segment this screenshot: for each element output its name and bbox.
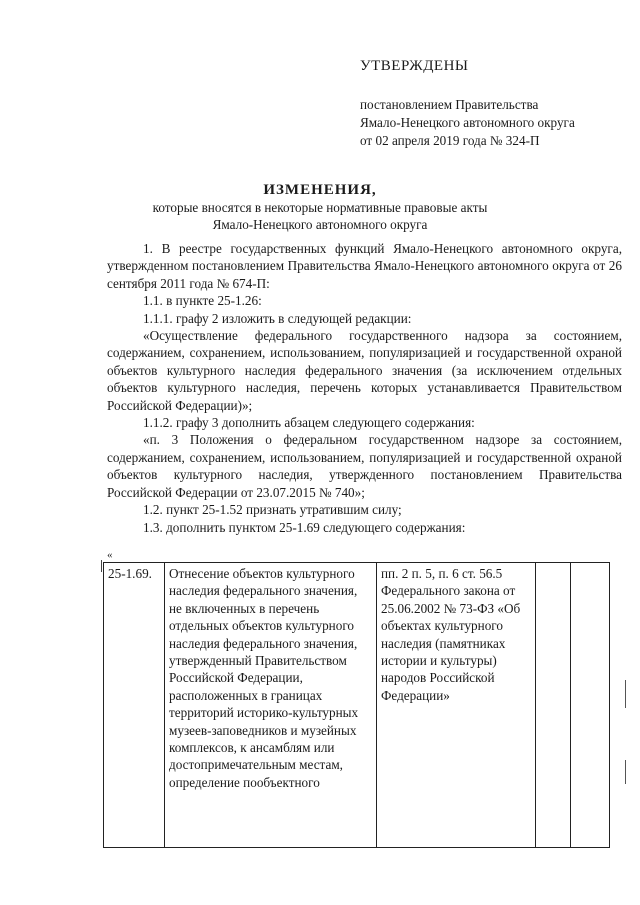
paragraph: 1.1. в пункте 25-1.26: [143, 293, 262, 309]
document-body [107, 240, 622, 536]
paragraph: 1.3. дополнить пунктом 25-1.69 следующего содержания: [143, 519, 466, 535]
document-title: ИЗМЕНЕНИЯ, [263, 182, 377, 198]
paragraph: 1.2. пункт 25-1.52 признать утратившим силу; [143, 502, 402, 518]
paragraph: 1.1.2. графу 3 дополнить абзацем следующего содержания: [143, 415, 475, 431]
legal-basis-cell: пп. 2 п. 5, п. 6 ст. 56.5 Федерального закона от 25.06.2002 № 73-ФЗ «Об объектах культурного наследия (памятниках истории и культуры) народов Российской Федерации» [377, 563, 536, 848]
approval-line: Ямало-Ненецкого автономного округа [360, 115, 575, 130]
approval-line: постановлением Правительства [360, 97, 539, 112]
scan-margin-mark [625, 760, 626, 784]
function-name-cell: Отнесение объектов культурного наследия федерального значения, не включенных в перечень отдельных объектов культурного наследия федерального значения, утвержденный Правительством Российской Федерации, расположенных в границах территорий историко-культурных музеев-заповедников и музейных комплексов, к ансамблям или достопримечательным местам, определение пообъектного [165, 563, 377, 848]
subtitle-line: Ямало-Ненецкого автономного округа [212, 217, 428, 232]
approval-line: от 02 апреля 2019 года № 324-П [360, 133, 540, 148]
empty-cell [571, 563, 610, 848]
approval-reference [360, 96, 575, 150]
empty-cell [536, 563, 571, 848]
registry-table [103, 562, 610, 848]
subtitle-line: которые вносятся в некоторые нормативные правовые акты [152, 200, 488, 215]
scan-corner-mark [101, 560, 102, 572]
document-subtitle [0, 199, 640, 233]
opening-quote-mark: « [107, 549, 113, 561]
paragraph: 1. В реестре государственных функций Ямало-Ненецкого автономного округа, утвержденном постановлением Правительства Ямало-Ненецкого автономного округа от 26 сентября 2011 года № 674-П: [107, 241, 622, 291]
table-row [104, 563, 610, 848]
paragraph: «Осуществление федерального государственного надзора за состоянием, содержанием, сохранением, использованием, популяризацией и государственной охраной объектов культурного наследия федерального значения (за исключением отдельных объектов культурного наследия, перечень которых устанавливается Правительством Российской Федерации)»; [107, 328, 622, 413]
row-number-cell: 25-1.69. [104, 563, 165, 848]
scan-margin-mark [625, 680, 626, 708]
paragraph: «п. 3 Положения о федеральном государственном надзоре за состоянием, содержанием, сохранением, использованием, популяризацией и государственной охраной объектов культурного наследия, утвержденного постановлением Правительства Российской Федерации от 23.07.2015 № 740»; [107, 432, 622, 500]
paragraph: 1.1.1. графу 2 изложить в следующей редакции: [143, 310, 412, 326]
approved-heading: УТВЕРЖДЕНЫ [360, 58, 469, 74]
